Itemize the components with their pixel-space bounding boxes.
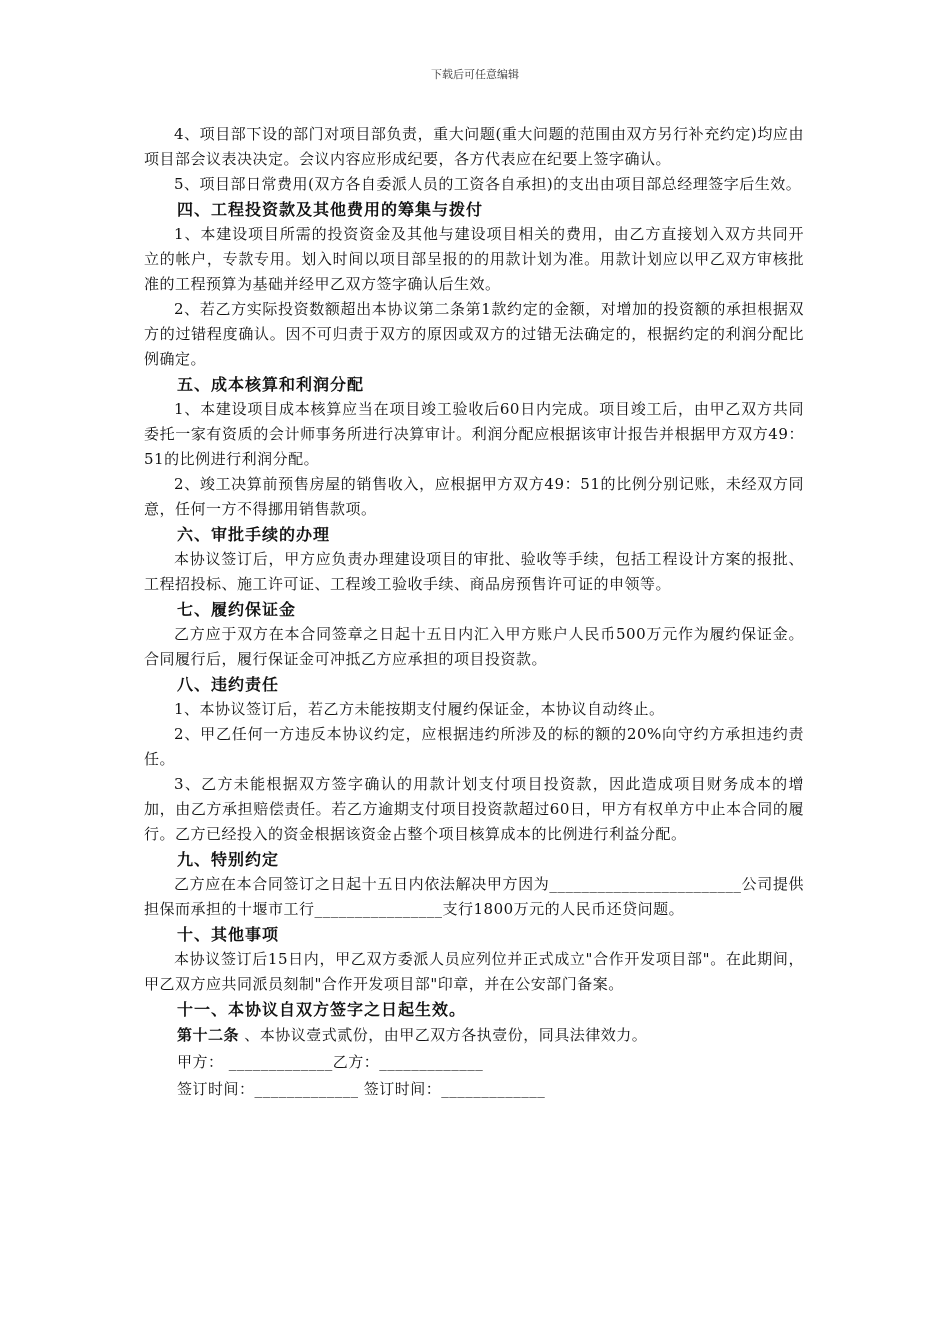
paragraph: 4、项目部下设的部门对项目部负责，重大问题(重大问题的范围由双方另行补充约定)均应由项目部会议表决决定。会议内容应形成纪要，各方代表应在纪要上签字确认。 <box>144 125 804 168</box>
section-heading: 十一、本协议自双方签字之日起生效。 <box>177 1000 467 1019</box>
page-header-note: 下载后可任意编辑 <box>431 68 519 81</box>
article-twelve <box>144 1022 804 1049</box>
signature-line-parties: 甲方： _____________乙方：_____________ <box>177 1053 484 1071</box>
section-heading: 四、工程投资款及其他费用的筹集与拨付 <box>177 200 484 219</box>
paragraph: 乙方应于双方在本合同签章之日起十五日内汇入甲方账户人民币500万元作为履约保证金。合同履行后，履行保证金可冲抵乙方应承担的项目投资款。 <box>144 625 804 668</box>
section-heading: 五、成本核算和利润分配 <box>177 375 365 394</box>
signature-line-dates: 签订时间：_____________ 签订时间：_____________ <box>177 1080 546 1098</box>
paragraph: 2、若乙方实际投资数额超出本协议第二条第1款约定的金额，对增加的投资额的承担根据双方的过错程度确认。因不可归责于双方的原因或双方的过错无法确定的，根据约定的利润分配比例确定。 <box>144 300 804 368</box>
article-twelve-label: 第十二条 <box>177 1026 240 1044</box>
paragraph: 1、本建设项目所需的投资资金及其他与建设项目相关的费用，由乙方直接划入双方共同开立的帐户，专款专用。划入时间以项目部呈报的的用款计划为准。用款计划应以甲乙双方审核批准的工程预算为基础并经甲乙双方签字确认后生效。 <box>144 225 804 293</box>
paragraph: 2、竣工决算前预售房屋的销售收入，应根据甲方双方49：51的比例分别记账，未经双方同意，任何一方不得挪用销售款项。 <box>144 475 804 518</box>
paragraph: 本协议签订后15日内，甲乙双方委派人员应列位并正式成立"合作开发项目部"。在此期间，甲乙双方应共同派员刻制"合作开发项目部"印章，并在公安部门备案。 <box>144 950 804 993</box>
paragraph: 2、甲乙任何一方违反本协议约定，应根据违约所涉及的标的额的20%向守约方承担违约责任。 <box>144 725 804 768</box>
document-body <box>144 122 804 1103</box>
section-heading: 八、违约责任 <box>177 675 280 694</box>
paragraph: 3、乙方未能根据双方签字确认的用款计划支付项目投资款，因此造成项目财务成本的增加，由乙方承担赔偿责任。若乙方逾期支付项目投资款超过60日，甲方有权单方中止本合同的履行。乙方已经投入的资金根据该资金占整个项目核算成本的比例进行利益分配。 <box>144 775 804 843</box>
paragraph: 1、本建设项目成本核算应当在项目竣工验收后60日内完成。项目竣工后，由甲乙双方共同委托一家有资质的会计师事务所进行决算审计。利润分配应根据该审计报告并根据甲方双方49：51的比例进行利润分配。 <box>144 400 804 468</box>
article-twelve-text: 、本协议壹式贰份，由甲乙双方各执壹份，同具法律效力。 <box>239 1026 648 1044</box>
section-heading: 九、特别约定 <box>177 850 280 869</box>
section-heading: 七、履约保证金 <box>177 600 297 619</box>
paragraph: 本协议签订后，甲方应负责办理建设项目的审批、验收等手续，包括工程设计方案的报批、工程招投标、施工许可证、工程竣工验收手续、商品房预售许可证的申领等。 <box>144 550 804 593</box>
paragraph: 1、本协议签订后，若乙方未能按期支付履约保证金，本协议自动终止。 <box>174 700 665 718</box>
paragraph: 5、项目部日常费用(双方各自委派人员的工资各自承担)的支出由项目部总经理签字后生效。 <box>174 175 802 193</box>
section-heading: 十、其他事项 <box>177 925 280 944</box>
paragraph: 乙方应在本合同签订之日起十五日内依法解决甲方因为________________________公司提供担保而承担的十堰市工行________________支行1800万元的人民币还贷问题。 <box>144 875 804 918</box>
section-heading: 六、审批手续的办理 <box>177 525 331 544</box>
